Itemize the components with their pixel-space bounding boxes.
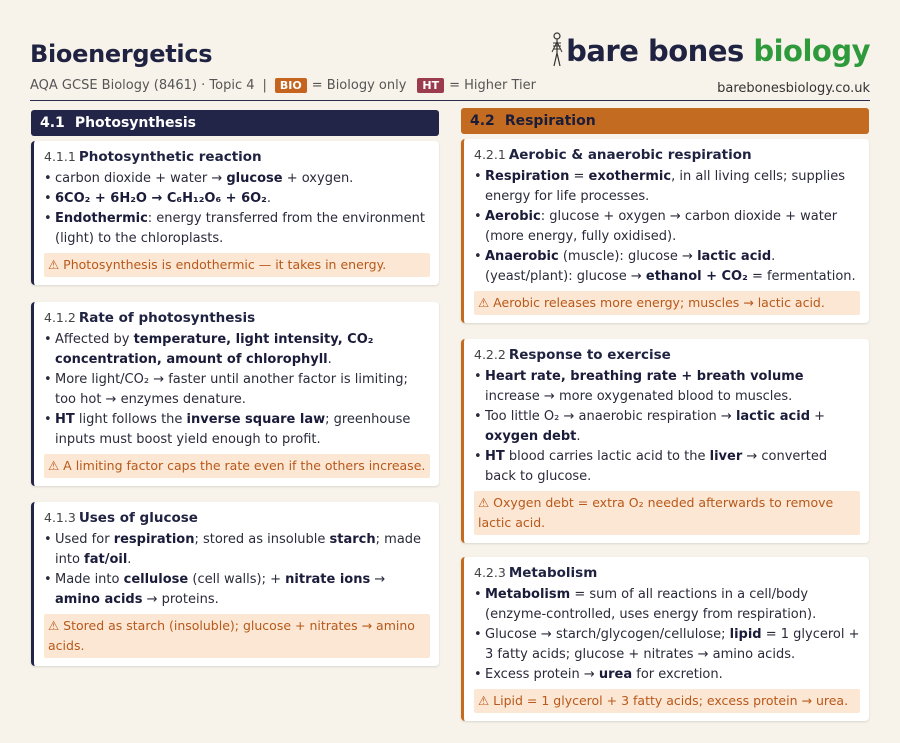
bullet-text: → — [370, 572, 386, 587]
bullet-item — [44, 570, 430, 610]
bullet-text: . — [327, 352, 332, 367]
bullet-item — [474, 167, 860, 207]
bullet-list — [44, 330, 430, 450]
bullet-item — [474, 447, 860, 487]
card-heading — [44, 149, 430, 165]
ht-badge: HT — [417, 78, 444, 93]
warning-note: ⚠ Photosynthesis is endothermic — it takes in energy. — [44, 253, 430, 277]
bullet-item — [44, 530, 430, 570]
bullet-text: for excretion. — [632, 667, 723, 682]
bullet-item — [474, 367, 860, 407]
separator: | — [262, 78, 267, 93]
section-title: Respiration — [504, 113, 596, 129]
bullet-list — [474, 167, 860, 287]
key-term: amino acids — [55, 592, 143, 607]
bullet-list — [474, 367, 860, 487]
bullet-text: → proteins. — [142, 592, 219, 607]
bullet-item — [44, 330, 430, 370]
key-term: Respiration — [485, 169, 570, 184]
bullet-text: = sum of all reactions in a cell/body (enzyme-controlled, uses energy from respiration). — [485, 587, 817, 622]
bullet-text: : energy transferred from the environment (light) to the chloroplasts. — [55, 211, 425, 246]
bullet-text: carbon dioxide + water → — [55, 171, 227, 186]
bullet-list — [44, 530, 430, 610]
key-term: exothermic — [588, 169, 672, 184]
card-number: 4.2.2 — [474, 347, 506, 362]
logo-text-biology: biology — [753, 34, 870, 68]
bullet-text: ; made into — [55, 532, 422, 567]
skeleton-icon — [550, 32, 564, 68]
page-title: Bioenergetics — [30, 40, 213, 68]
key-term: HT — [55, 412, 75, 427]
key-term: glucose — [226, 171, 283, 186]
key-term: lactic acid — [735, 409, 811, 424]
key-term: lipid — [729, 627, 762, 642]
bullet-text: → converted back to glucose. — [485, 449, 828, 484]
bullet-text: . — [576, 429, 581, 444]
key-term: inverse square law — [186, 412, 326, 427]
topic-card-4-1-1 — [31, 141, 439, 285]
key-term: Anaerobic — [485, 249, 559, 264]
bullet-text: ; stored as insoluble — [194, 532, 330, 547]
bullet-text: blood carries lactic acid to the — [504, 449, 710, 464]
card-heading — [44, 310, 430, 326]
section-header-4-2 — [461, 108, 869, 134]
card-heading — [44, 510, 430, 526]
bullet-item — [44, 189, 430, 209]
section-header-4-1 — [31, 110, 439, 136]
bullet-text: Too little O₂ → anaerobic respiration → — [485, 409, 736, 424]
bio-legend-text: = Biology only — [311, 78, 407, 93]
bullet-text: : glucose + oxygen → carbon dioxide + water (more energy, fully oxidised). — [485, 209, 838, 244]
card-heading — [474, 565, 860, 581]
bullet-text: light follows the — [74, 412, 187, 427]
key-term: lactic acid — [697, 249, 772, 264]
key-term: nitrate ions — [285, 572, 371, 587]
bullet-item — [474, 625, 860, 665]
logo — [550, 32, 870, 68]
bullet-item — [474, 247, 860, 287]
bullet-item — [44, 370, 430, 410]
card-heading — [474, 347, 860, 363]
key-term: Heart rate, breathing rate + breath volume — [485, 369, 804, 384]
card-title: Metabolism — [508, 565, 598, 581]
card-title: Uses of glucose — [78, 510, 198, 526]
warning-note: ⚠ Lipid = 1 glycerol + 3 fatty acids; excess protein → urea. — [474, 689, 860, 713]
topic-card-4-2-3 — [461, 557, 869, 721]
bullet-item — [474, 407, 860, 447]
header-divider — [30, 100, 870, 101]
bullet-text: Used for — [55, 532, 114, 547]
ht-legend-text: = Higher Tier — [449, 78, 536, 93]
topic-card-4-1-3 — [31, 502, 439, 666]
bullet-list — [474, 585, 860, 685]
bullet-item — [474, 585, 860, 625]
section-title: Photosynthesis — [74, 115, 197, 131]
bullet-item — [474, 665, 860, 685]
key-term: Endothermic — [55, 211, 148, 226]
bullet-text: . — [127, 552, 132, 567]
key-term: 6CO₂ + 6H₂O → C₆H₁₂O₆ + 6O₂ — [55, 191, 267, 206]
warning-note: ⚠ Stored as starch (insoluble); glucose + nitrates → amino acids. — [44, 614, 430, 658]
key-term: oxygen debt — [485, 429, 577, 444]
key-term: starch — [329, 532, 376, 547]
bullet-text: + oxygen. — [282, 171, 354, 186]
warning-note: ⚠ Aerobic releases more energy; muscles → lactic acid. — [474, 291, 860, 315]
key-term: Metabolism — [485, 587, 571, 602]
bullet-text: ; greenhouse inputs must boost yield enough to profit. — [55, 412, 411, 447]
warning-note: ⚠ Oxygen debt = extra O₂ needed afterwards to remove lactic acid. — [474, 491, 860, 535]
topic-card-4-2-2 — [461, 339, 869, 543]
key-term: cellulose — [123, 572, 189, 587]
bullet-text: (cell walls); + — [188, 572, 286, 587]
bullet-item — [474, 207, 860, 247]
logo-text-bare-bones: bare bones — [566, 34, 754, 68]
bullet-text: = fermentation. — [747, 269, 856, 284]
card-title: Photosynthetic reaction — [78, 149, 262, 165]
course-label: AQA GCSE Biology (8461) · Topic 4 — [30, 78, 255, 93]
section-photosynthesis — [31, 110, 439, 653]
bullet-list — [44, 169, 430, 249]
bullet-item — [44, 209, 430, 249]
card-number: 4.2.3 — [474, 565, 506, 580]
website-link[interactable]: barebonesbiology.co.uk — [717, 81, 870, 96]
topic-card-4-1-2 — [31, 302, 439, 486]
bullet-text: (muscle): glucose → — [558, 249, 698, 264]
card-title: Aerobic & anaerobic respiration — [508, 147, 752, 163]
key-term: ethanol + CO₂ — [645, 269, 748, 284]
key-term: HT — [485, 449, 505, 464]
key-term: Aerobic — [485, 209, 541, 224]
bullet-text: Excess protein → — [485, 667, 599, 682]
bio-badge: BIO — [275, 78, 307, 93]
bullet-text: increase → more oxygenated blood to muscles. — [485, 389, 793, 404]
card-number: 4.1.3 — [44, 510, 76, 525]
bullet-item — [44, 410, 430, 450]
warning-note: ⚠ A limiting factor caps the rate even if the others increase. — [44, 454, 430, 478]
card-title: Rate of photosynthesis — [78, 310, 256, 326]
bullet-text: Affected by — [55, 332, 134, 347]
key-term: urea — [598, 667, 633, 682]
bullet-text: + — [810, 409, 826, 424]
bullet-text: Glucose → starch/glycogen/cellulose; — [485, 627, 730, 642]
bullet-item — [44, 169, 430, 189]
key-term: fat/oil — [84, 552, 128, 567]
page-header — [30, 34, 870, 96]
card-number: 4.1.1 — [44, 149, 76, 164]
bullet-text: . — [266, 191, 272, 206]
bullet-text: More light/CO₂ → faster until another factor is limiting; too hot → enzymes denature. — [55, 372, 408, 407]
key-term: liver — [709, 449, 743, 464]
topic-card-4-2-1 — [461, 139, 869, 323]
card-title: Response to exercise — [508, 347, 671, 363]
bullet-text: , in all living cells; supplies energy for life processes. — [485, 169, 845, 204]
card-heading — [474, 147, 860, 163]
card-number: 4.2.1 — [474, 147, 506, 162]
key-term: temperature, light intensity, CO₂ concentration, amount of chlorophyll — [55, 332, 374, 367]
key-term: respiration — [113, 532, 195, 547]
bullet-text: . (yeast/plant): glucose → — [485, 249, 776, 284]
bullet-text: Made into — [55, 572, 124, 587]
section-number: 4.2 — [470, 113, 495, 129]
bullet-text: = 1 glycerol + 3 fatty acids; glucose + nitrates → amino acids. — [485, 627, 860, 662]
section-number: 4.1 — [40, 115, 65, 131]
bullet-text: = — [569, 169, 589, 184]
section-respiration — [461, 108, 869, 708]
card-number: 4.1.2 — [44, 310, 76, 325]
